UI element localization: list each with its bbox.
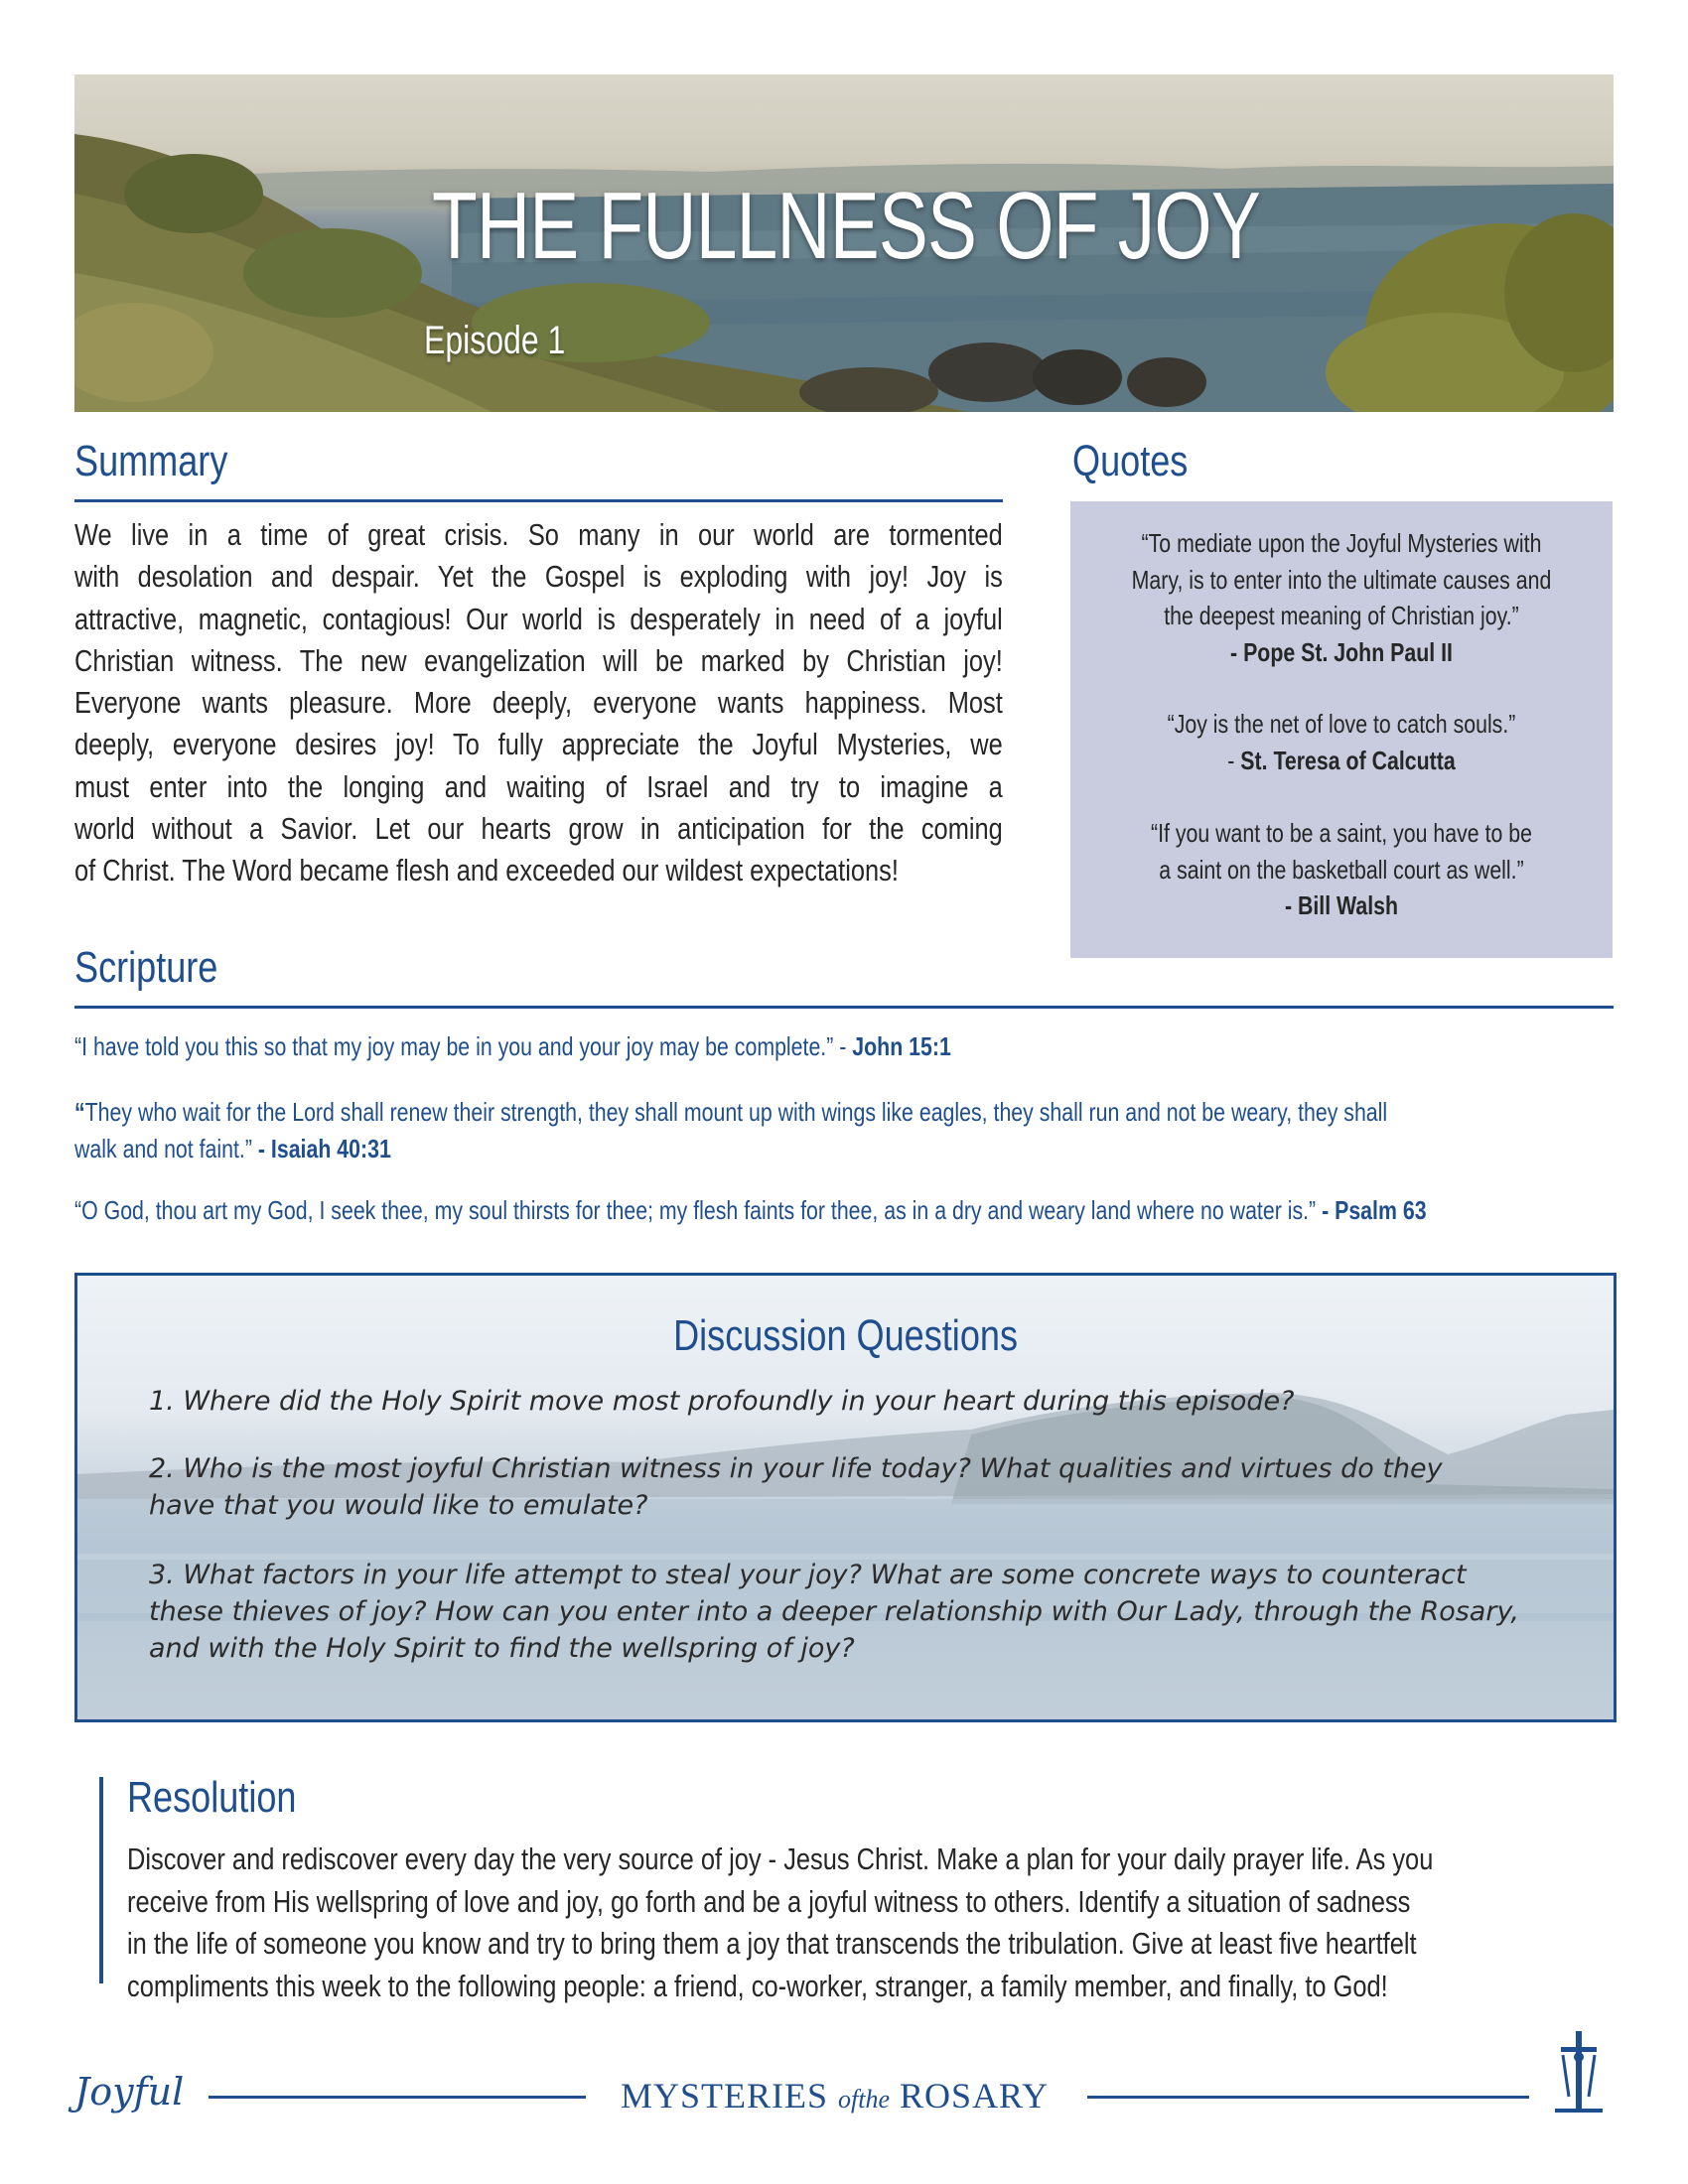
summary-paragraph <box>74 514 1003 892</box>
question-line: 3. What factors in your life attempt to steal your joy? What are some concrete ways to counteract <box>149 1560 1467 1590</box>
series-label: Joyful <box>74 2070 185 2114</box>
summary-line: world without a Savior. Let our hearts grow in anticipation for the coming <box>74 811 1003 847</box>
quote-line: “To mediate upon the Joyful Mysteries with <box>1141 528 1542 558</box>
resolution-paragraph <box>127 1839 1593 2007</box>
footer-divider-left <box>209 2096 586 2099</box>
summary-line: deeply, everyone desires joy! To fully appreciate the Joyful Mysteries, we <box>74 727 1003 762</box>
scripture-line: walk and not faint.” <box>74 1134 258 1163</box>
quote-item <box>1070 815 1613 924</box>
question-line: and with the Holy Spirit to find the wellspring of joy? <box>149 1633 855 1664</box>
scripture-text <box>74 1097 1387 1127</box>
discussion-question <box>149 1450 1589 1524</box>
resolution-line: in the life of someone you know and try to bring them a joy that transcends the tribulation. Give at least five heartfelt <box>127 1926 1417 1961</box>
brand-text: MYSTERIES <box>621 2076 829 2116</box>
quote-line: a saint on the basketball court as well.” <box>1159 854 1524 885</box>
scripture-reference: - Isaiah 40:31 <box>257 1134 391 1163</box>
scripture-verse <box>74 1028 1540 1065</box>
quote-item <box>1070 706 1613 778</box>
quote-line: the deepest meaning of Christian joy.” <box>1164 601 1519 630</box>
summary-line: Everyone wants pleasure. More deeply, everyone wants happiness. Most <box>74 685 1003 721</box>
summary-divider <box>74 499 1003 502</box>
discussion-question <box>149 1383 1589 1420</box>
scripture-heading: Scripture <box>74 943 218 992</box>
resolution-line: Discover and rediscover every day the very source of joy - Jesus Christ. Make a plan for your daily prayer life. As you <box>127 1842 1434 1876</box>
scripture-text: “I have told you this so that my joy may be in you and your joy may be complete.” - <box>74 1031 853 1061</box>
quote-author: - Bill Walsh <box>1284 890 1399 920</box>
scripture-verse <box>74 1094 1621 1167</box>
discussion-heading: Discussion Questions <box>673 1311 1018 1360</box>
quote-line: “If you want to be a saint, you have to be <box>1150 818 1532 848</box>
summary-line: Christian witness. The new evangelization will be marked by Christian joy! <box>74 642 1003 678</box>
quote-author: St. Teresa of Calcutta <box>1240 745 1456 775</box>
resolution-heading: Resolution <box>127 1773 297 1822</box>
question-line: have that you would like to emulate? <box>149 1490 648 1521</box>
discussion-panel <box>74 1273 1617 1722</box>
scripture-text: “O God, thou art my God, I seek thee, my soul thirsts for thee; my flesh faints for thee, as in a dry and weary land where no water is.” <box>74 1195 1323 1225</box>
brand-text: of <box>838 2085 859 2114</box>
brand-text: the <box>858 2085 891 2114</box>
quotes-heading: Quotes <box>1072 437 1189 485</box>
scripture-line: They who wait for the Lord shall renew their strength, they shall mount up with wings like eagles, they shall run and not be weary, they shall <box>84 1097 1388 1127</box>
quote-author-prefix: - <box>1227 745 1241 775</box>
resolution-line: receive from His wellspring of love and joy, go forth and be a joyful witness to others. Identify a situation of sadness <box>127 1883 1411 1919</box>
scripture-open-quote: “ <box>74 1097 85 1127</box>
quote-line: “Joy is the net of love to catch souls.” <box>1167 709 1516 739</box>
quote-author: - Pope St. John Paul II <box>1230 636 1453 667</box>
discussion-question <box>149 1557 1589 1667</box>
quotes-panel <box>1070 501 1613 958</box>
question-line: 1. Where did the Holy Spirit move most profoundly in your heart during this episode? <box>149 1386 1295 1417</box>
question-line: 2. Who is the most joyful Christian witness in your life today? What qualities and virtues do they <box>149 1453 1443 1484</box>
summary-line: must enter into the longing and waiting of Israel and try to imagine a <box>74 768 1003 804</box>
summary-line: We live in a time of great crisis. So many in our world are tormented <box>74 517 1003 552</box>
question-line: these thieves of joy? How can you enter into a deeper relationship with Our Lady, through the Rosary, <box>149 1596 1519 1627</box>
scripture-reference: John 15:1 <box>852 1031 951 1061</box>
quote-line: Mary, is to enter into the ultimate causes and <box>1131 564 1552 595</box>
crucifix-icon <box>1549 2027 1609 2121</box>
resolution-accent-bar <box>99 1777 103 1983</box>
resolution-line: compliments this week to the following people: a friend, co-worker, stranger, a family member, and finally, to God! <box>127 1968 1388 2003</box>
summary-line: of Christ. The Word became flesh and exceeded our wildest expectations! <box>74 853 899 888</box>
page-title: THE FULLNESS OF JOY <box>432 173 1260 279</box>
episode-label: Episode 1 <box>424 319 566 362</box>
brand-text: ROSARY <box>900 2076 1050 2116</box>
hero-banner <box>74 74 1614 412</box>
scripture-verse <box>74 1192 1621 1229</box>
scripture-reference: - Psalm 63 <box>1322 1195 1427 1225</box>
summary-line: attractive, magnetic, contagious! Our world is desperately in need of a joyful <box>74 601 1003 636</box>
summary-line: with desolation and despair. Yet the Gospel is exploding with joy! Joy is <box>74 559 1003 595</box>
summary-heading: Summary <box>74 437 228 485</box>
brand-wordmark <box>621 2075 1049 2116</box>
quote-item <box>1070 525 1613 670</box>
footer-divider-right <box>1087 2096 1529 2099</box>
scripture-divider <box>74 1006 1614 1009</box>
